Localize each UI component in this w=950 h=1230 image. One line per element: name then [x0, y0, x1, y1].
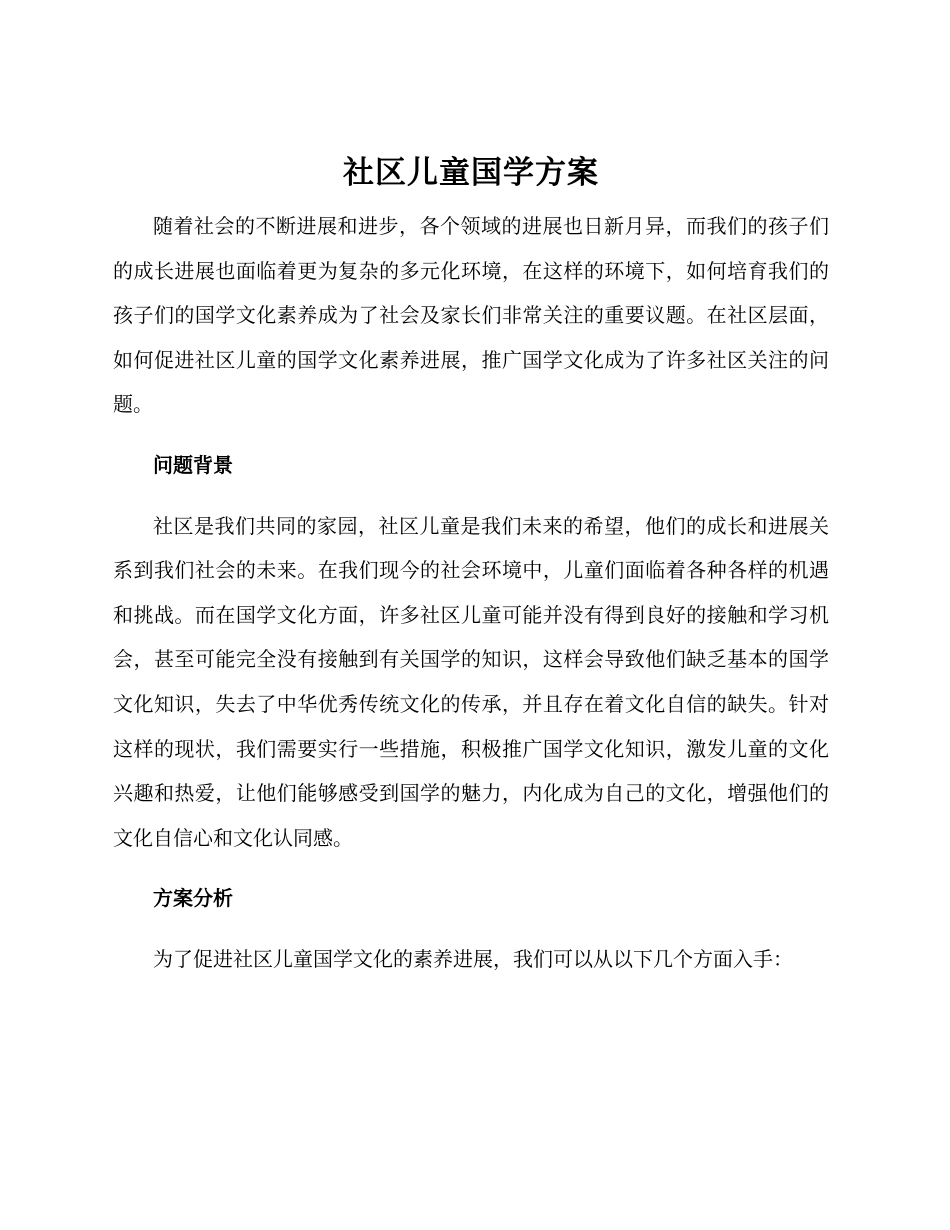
section-heading-background: 问题背景: [153, 452, 233, 477]
intro-paragraph: 随着社会的不断进展和进步，各个领域的进展也日新月异，而我们的孩子们的成长进展也面临着更为复杂的多元化环境，在这样的环境下，如何培育我们的孩子们的国学文化素养成为了社会及家长们非常关注的重要议题。在社区层面，如何促进社区儿童的国学文化素养进展，推广国学文化成为了许多社区关注的问题。: [113, 214, 829, 417]
section-heading-analysis: 方案分析: [153, 886, 233, 911]
section-paragraph-analysis: 为了促进社区儿童国学文化的素养进展，我们可以从以下几个方面入手：: [153, 946, 793, 971]
document-title: 社区儿童国学方案: [343, 155, 599, 191]
document-body: [113, 150, 829, 982]
section-paragraph-background: 社区是我们共同的家园，社区儿童是我们未来的希望，他们的成长和进展关系到我们社会的未来。在我们现今的社会环境中，儿童们面临着各种各样的机遇和挑战。而在国学文化方面，许多社区儿童可能并没有得到良好的接触和学习机会，甚至可能完全没有接触到有关国学的知识，这样会导致他们缺乏基本的国学文化知识，失去了中华优秀传统文化的传承，并且存在着文化自信的缺失。针对这样的现状，我们需要实行一些措施，积极推广国学文化知识，激发儿童的文化兴趣和热爱，让他们能够感受到国学的魅力，内化成为自己的文化，增强他们的文化自信心和文化认同感。: [113, 513, 829, 850]
